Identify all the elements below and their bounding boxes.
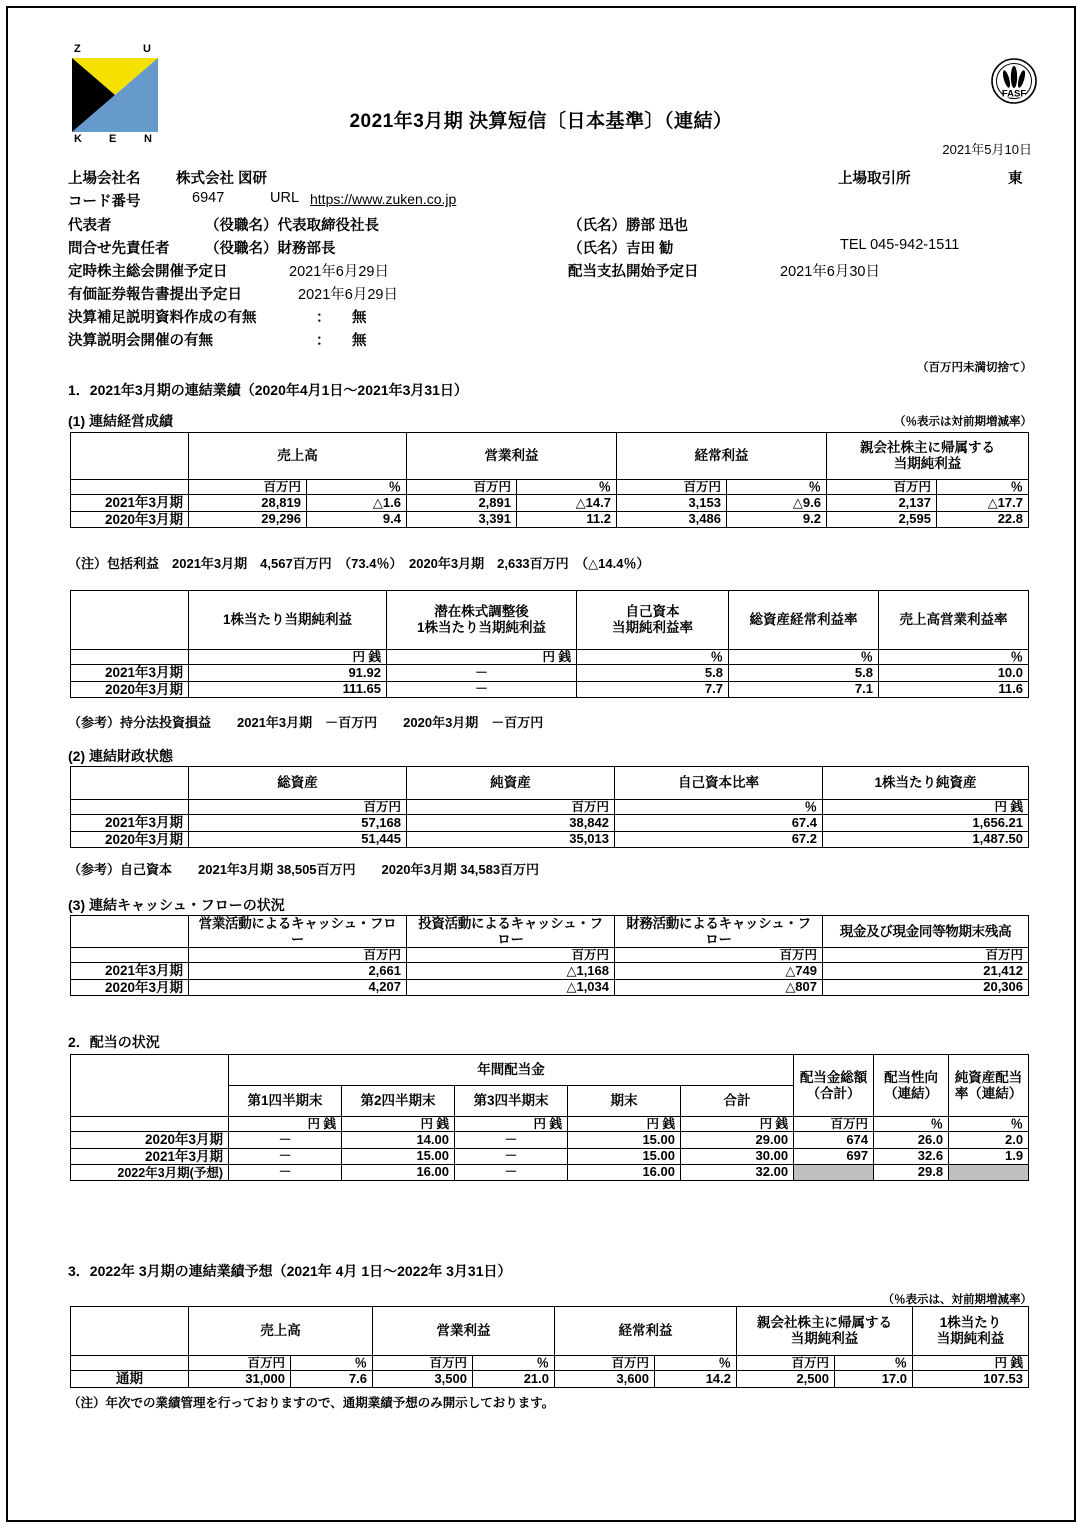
row-label-full-year: 通期 <box>71 1371 189 1388</box>
cell-op-pct-2021: △14.7 <box>517 495 617 512</box>
col-year-end: 期末 <box>568 1086 681 1117</box>
cell-q2-2022: 16.00 <box>342 1165 455 1181</box>
cell-roe-2021: 5.8 <box>577 665 729 682</box>
table-header-row <box>71 1055 1029 1086</box>
col-q2-end: 第2四半期末 <box>342 1086 455 1117</box>
rounding-note: （百万円未満切捨て） <box>917 362 1032 374</box>
unit-eps: 円 銭 <box>913 1356 1029 1371</box>
row-label-fy2021: 2021年3月期 <box>71 815 189 832</box>
col-diluted-eps: 潜在株式調整後 1株当たり当期純利益 <box>387 591 577 650</box>
cell-forecast-sales: 31,000 <box>189 1371 291 1388</box>
table-row <box>71 831 1029 848</box>
unit-row-label <box>71 480 189 495</box>
table-row <box>71 681 1029 698</box>
col-roe: 自己資本 当期純利益率 <box>577 591 729 650</box>
cell-roa-2021: 5.8 <box>729 665 879 682</box>
cell-yearend-2021: 15.00 <box>568 1148 681 1165</box>
cell-payout-2020: 26.0 <box>874 1132 949 1149</box>
securities-report-date: 2021年6月29日 <box>298 287 398 303</box>
cell-bps-2020: 1,487.50 <box>823 831 1029 848</box>
briefing-sep: ： <box>316 333 331 349</box>
col-operating-income: 営業利益 <box>373 1307 555 1356</box>
unit-op-pct: ％ <box>517 480 617 495</box>
col-total-assets: 総資産 <box>189 767 407 800</box>
cell-investing-cf-2021: △1,168 <box>407 963 615 980</box>
col-q3-end: 第3四半期末 <box>455 1086 568 1117</box>
table-header-row <box>71 591 1029 650</box>
supplement-material-label: 決算補足説明資料作成の有無 <box>68 310 257 326</box>
col-operating-margin: 売上高営業利益率 <box>879 591 1029 650</box>
unit-payout-ratio: ％ <box>874 1117 949 1132</box>
briefing-label: 決算説明会開催の有無 <box>68 333 213 349</box>
section1-sub1-title: (1) 連結経営成績 <box>68 413 173 429</box>
shareholder-meeting-label: 定時株主総会開催予定日 <box>68 264 228 280</box>
unit-bps: 円 銭 <box>823 800 1029 815</box>
unit-row-label <box>71 1117 229 1132</box>
cell-total-assets-2021: 57,168 <box>189 815 407 832</box>
unit-row-label <box>71 650 189 665</box>
row-label-fy2020: 2020年3月期 <box>71 681 189 698</box>
unit-equity-ratio: ％ <box>615 800 823 815</box>
col-financing-cf: 財務活動によるキャッシュ・フロー <box>615 916 823 948</box>
unit-op-amount: 百万円 <box>407 480 517 495</box>
cell-doe-2020: 2.0 <box>949 1132 1029 1149</box>
cell-operating-cf-2020: 4,207 <box>189 979 407 996</box>
cell-diluted-eps-2021: － <box>387 665 577 682</box>
table-row <box>71 963 1029 980</box>
logo-letter-u: U <box>143 43 151 55</box>
row-label-fy2020: 2020年3月期 <box>71 979 189 996</box>
col-investing-cf: 投資活動によるキャッシュ・フロー <box>407 916 615 948</box>
unit-ord-amount: 百万円 <box>555 1356 655 1371</box>
cell-financing-cf-2021: △749 <box>615 963 823 980</box>
section3-footnote: （注）年次での業績管理を行っておりますので、通期業績予想のみ開示しております。 <box>68 1396 555 1410</box>
svg-text:FASF: FASF <box>1001 88 1027 100</box>
document-page <box>6 6 1076 1522</box>
cell-diluted-eps-2020: － <box>387 681 577 698</box>
cell-sales-pct-2020: 9.4 <box>307 511 407 528</box>
table-unit-row <box>71 800 1029 815</box>
section1-title: 1．2021年3月期の連結業績（2020年4月1日～2021年3月31日） <box>68 382 468 398</box>
fasf-seal-icon <box>988 54 1040 110</box>
row-label-fy2020: 2020年3月期 <box>71 511 189 528</box>
unit-total-dividends: 百万円 <box>794 1117 874 1132</box>
cell-doe-2021: 1.9 <box>949 1148 1029 1165</box>
section2-title: 2．配当の状況 <box>68 1034 160 1050</box>
cell-doe-2022 <box>949 1165 1029 1181</box>
row-label-fy2021: 2021年3月期 <box>71 1148 229 1165</box>
col-total: 合計 <box>681 1086 794 1117</box>
cell-bps-2021: 1,656.21 <box>823 815 1029 832</box>
table-row <box>71 815 1029 832</box>
corner-cell <box>71 1307 189 1356</box>
table-unit-row <box>71 1356 1029 1371</box>
unit-op-amount: 百万円 <box>373 1356 473 1371</box>
cell-forecast-op-pct: 21.0 <box>473 1371 555 1388</box>
col-eps: 1株当たり当期純利益 <box>189 591 387 650</box>
cell-opmargin-2020: 11.6 <box>879 681 1029 698</box>
cell-payout-2022: 29.8 <box>874 1165 949 1181</box>
col-eps: 1株当たり 当期純利益 <box>913 1307 1029 1356</box>
row-label-fy2021: 2021年3月期 <box>71 665 189 682</box>
section1-sub3-title: (3) 連結キャッシュ・フローの状況 <box>68 897 285 913</box>
col-payout-ratio: 配当性向 （連結） <box>874 1055 949 1117</box>
cell-total-assets-2020: 51,445 <box>189 831 407 848</box>
cell-equity-ratio-2021: 67.4 <box>615 815 823 832</box>
table-dividends <box>70 1054 1029 1181</box>
unit-ord-amount: 百万円 <box>617 480 727 495</box>
unit-cash-equivalents: 百万円 <box>823 948 1029 963</box>
cell-cash-2020: 20,306 <box>823 979 1029 996</box>
table-unit-row <box>71 480 1029 495</box>
zuken-logo <box>60 42 172 150</box>
cell-financing-cf-2020: △807 <box>615 979 823 996</box>
corner-cell <box>71 767 189 800</box>
corner-cell <box>71 591 189 650</box>
cell-sales-pct-2021: △1.6 <box>307 495 407 512</box>
unit-net-assets: 百万円 <box>407 800 615 815</box>
cell-ord-2021: 3,153 <box>617 495 727 512</box>
securities-report-label: 有価証券報告書提出予定日 <box>68 287 242 303</box>
table-header-row <box>71 916 1029 948</box>
company-name-value: 株式会社 図研 <box>176 171 268 187</box>
cell-q3-2022: － <box>455 1165 568 1181</box>
unit-ord-pct: ％ <box>655 1356 737 1371</box>
cell-ord-2020: 3,486 <box>617 511 727 528</box>
cell-net-2021: 2,137 <box>827 495 937 512</box>
supplement-material-value: 無 <box>352 310 367 326</box>
col-cash-equivalents: 現金及び現金同等物期末残高 <box>823 916 1029 948</box>
shareholder-meeting-date: 2021年6月29日 <box>289 264 389 280</box>
corner-cell <box>71 1055 229 1117</box>
representative-name: （氏名）勝部 迅也 <box>568 218 689 234</box>
cell-total-div-2020: 674 <box>794 1132 874 1149</box>
unit-financing-cf: 百万円 <box>615 948 823 963</box>
table-financial-position <box>70 766 1029 848</box>
cell-cash-2021: 21,412 <box>823 963 1029 980</box>
cell-forecast-ord-pct: 14.2 <box>655 1371 737 1388</box>
unit-ord-pct: ％ <box>727 480 827 495</box>
unit-row-label <box>71 948 189 963</box>
cell-forecast-sales-pct: 7.6 <box>291 1371 373 1388</box>
section3-title: 3．2022年 3月期の連結業績予想（2021年 4月 1日～2022年 3月31日） <box>68 1263 512 1279</box>
representative-title: （役職名）代表取締役社長 <box>205 218 379 234</box>
row-label-fy2022-forecast: 2022年3月期(予想) <box>71 1165 229 1181</box>
cell-roa-2020: 7.1 <box>729 681 879 698</box>
cell-operating-cf-2021: 2,661 <box>189 963 407 980</box>
cell-sales-2020: 29,296 <box>189 511 307 528</box>
cell-q3-2020: － <box>455 1132 568 1149</box>
unit-doe: ％ <box>949 1117 1029 1132</box>
unit-total: 円 銭 <box>681 1117 794 1132</box>
cell-investing-cf-2020: △1,034 <box>407 979 615 996</box>
contact-name: （氏名）吉田 勧 <box>568 241 674 257</box>
unit-sales-amount: 百万円 <box>189 1356 291 1371</box>
table-row <box>71 1371 1029 1388</box>
cell-net-assets-2021: 38,842 <box>407 815 615 832</box>
col-net-sales: 売上高 <box>189 1307 373 1356</box>
unit-net-amount: 百万円 <box>827 480 937 495</box>
cell-q2-2021: 15.00 <box>342 1148 455 1165</box>
table-unit-row <box>71 650 1029 665</box>
table-row <box>71 665 1029 682</box>
section3-note: （％表示は、対前期増減率） <box>882 1294 1032 1306</box>
table-row <box>71 1148 1029 1165</box>
unit-sales-amount: 百万円 <box>189 480 307 495</box>
section1-sub2-title: (2) 連結財政状態 <box>68 748 173 764</box>
cell-total-div-2022 <box>794 1165 874 1181</box>
cell-sales-2021: 28,819 <box>189 495 307 512</box>
cell-forecast-net-pct: 17.0 <box>835 1371 913 1388</box>
url-label: URL <box>270 190 300 206</box>
representative-label: 代表者 <box>68 218 112 234</box>
unit-q3: 円 銭 <box>455 1117 568 1132</box>
row-label-fy2021: 2021年3月期 <box>71 963 189 980</box>
unit-row-label <box>71 800 189 815</box>
release-date: 2021年5月10日 <box>942 142 1032 157</box>
cell-forecast-ord: 3,600 <box>555 1371 655 1388</box>
logo-letter-n: N <box>144 133 152 145</box>
equity-capital-note: （参考）自己資本 2021年3月期 38,505百万円 2020年3月期 34,583百万円 <box>68 862 540 877</box>
col-bps: 1株当たり純資産 <box>823 767 1029 800</box>
col-net-income-parent: 親会社株主に帰属する 当期純利益 <box>827 433 1029 480</box>
cell-q3-2021: － <box>455 1148 568 1165</box>
table-forecast <box>70 1306 1029 1388</box>
cell-yearend-2022: 16.00 <box>568 1165 681 1181</box>
supplement-material-sep: ： <box>316 310 331 326</box>
document-title: 2021年3月期 決算短信〔日本基準〕（連結） <box>349 111 733 132</box>
exchange-label: 上場取引所 <box>838 171 911 187</box>
col-operating-income: 営業利益 <box>407 433 617 480</box>
table-header-row <box>71 767 1029 800</box>
unit-row-label <box>71 1356 189 1371</box>
cell-op-2021: 2,891 <box>407 495 517 512</box>
code-value: 6947 <box>192 190 225 206</box>
unit-sales-pct: ％ <box>291 1356 373 1371</box>
briefing-value: 無 <box>352 333 367 349</box>
code-label: コード番号 <box>68 194 141 210</box>
cell-payout-2021: 32.6 <box>874 1148 949 1165</box>
table-per-share-indicators <box>70 590 1029 698</box>
cell-ord-pct-2020: 9.2 <box>727 511 827 528</box>
unit-net-pct: ％ <box>835 1356 913 1371</box>
cell-eps-2020: 111.65 <box>189 681 387 698</box>
cell-op-2020: 3,391 <box>407 511 517 528</box>
cell-net-pct-2021: △17.7 <box>937 495 1029 512</box>
comprehensive-income-note: （注）包括利益 2021年3月期 4,567百万円 （73.4％） 2020年3月期 2,633百万円 （△14.4％） <box>68 556 650 571</box>
cell-forecast-net: 2,500 <box>737 1371 835 1388</box>
cell-ord-pct-2021: △9.6 <box>727 495 827 512</box>
unit-roa: ％ <box>729 650 879 665</box>
table-row <box>71 511 1029 528</box>
col-net-income-parent: 親会社株主に帰属する 当期純利益 <box>737 1307 913 1356</box>
unit-investing-cf: 百万円 <box>407 948 615 963</box>
col-total-dividends: 配当金総額 （合計） <box>794 1055 874 1117</box>
table-row <box>71 1132 1029 1149</box>
cell-q1-2020: － <box>229 1132 342 1149</box>
cell-net-assets-2020: 35,013 <box>407 831 615 848</box>
cell-roe-2020: 7.7 <box>577 681 729 698</box>
row-label-fy2020: 2020年3月期 <box>71 1132 229 1149</box>
cell-forecast-eps: 107.53 <box>913 1371 1029 1388</box>
col-ordinary-income: 経常利益 <box>617 433 827 480</box>
unit-q1: 円 銭 <box>229 1117 342 1132</box>
equity-method-note: （参考）持分法投資損益 2021年3月期 －百万円 2020年3月期 －百万円 <box>68 715 544 730</box>
col-net-assets: 純資産 <box>407 767 615 800</box>
cell-total-2020: 29.00 <box>681 1132 794 1149</box>
cell-q2-2020: 14.00 <box>342 1132 455 1149</box>
table-consolidated-results <box>70 432 1029 528</box>
company-url-link[interactable]: https://www.zuken.co.jp <box>310 191 457 207</box>
unit-q2: 円 銭 <box>342 1117 455 1132</box>
unit-roe: ％ <box>577 650 729 665</box>
cell-total-2021: 30.00 <box>681 1148 794 1165</box>
company-name-label: 上場会社名 <box>68 171 141 187</box>
cell-op-pct-2020: 11.2 <box>517 511 617 528</box>
cell-equity-ratio-2020: 67.2 <box>615 831 823 848</box>
contact-title: （役職名）財務部長 <box>205 241 336 257</box>
unit-year-end: 円 銭 <box>568 1117 681 1132</box>
contact-label: 問合せ先責任者 <box>68 241 170 257</box>
unit-op-pct: ％ <box>473 1356 555 1371</box>
cell-total-2022: 32.00 <box>681 1165 794 1181</box>
unit-total-assets: 百万円 <box>189 800 407 815</box>
table-unit-row <box>71 948 1029 963</box>
col-dividend-on-equity: 純資産配当 率（連結） <box>949 1055 1029 1117</box>
dividend-payment-label: 配当支払開始予定日 <box>568 264 699 280</box>
col-group-annual-dividend: 年間配当金 <box>229 1055 794 1086</box>
row-label-fy2020: 2020年3月期 <box>71 831 189 848</box>
col-roa: 総資産経常利益率 <box>729 591 879 650</box>
cell-q1-2021: － <box>229 1148 342 1165</box>
dividend-payment-date: 2021年6月30日 <box>780 264 880 280</box>
unit-net-amount: 百万円 <box>737 1356 835 1371</box>
unit-sales-pct: ％ <box>307 480 407 495</box>
cell-total-div-2021: 697 <box>794 1148 874 1165</box>
col-equity-ratio: 自己資本比率 <box>615 767 823 800</box>
table-unit-row <box>71 1117 1029 1132</box>
col-net-sales: 売上高 <box>189 433 407 480</box>
contact-tel: TEL 045-942-1511 <box>840 237 960 253</box>
cell-eps-2021: 91.92 <box>189 665 387 682</box>
unit-diluted-eps: 円 銭 <box>387 650 577 665</box>
logo-letter-z: Z <box>74 43 81 55</box>
logo-letter-e: E <box>109 133 117 145</box>
unit-operating-cf: 百万円 <box>189 948 407 963</box>
col-ordinary-income: 経常利益 <box>555 1307 737 1356</box>
section1-sub1-note: （％表示は対前期増減率） <box>894 416 1032 428</box>
logo-letter-k: K <box>74 133 82 145</box>
cell-opmargin-2021: 10.0 <box>879 665 1029 682</box>
table-header-row <box>71 1307 1029 1356</box>
table-cash-flow <box>70 915 1029 996</box>
cell-net-pct-2020: 22.8 <box>937 511 1029 528</box>
exchange-value: 東 <box>1008 171 1023 187</box>
corner-cell <box>71 916 189 948</box>
cell-net-2020: 2,595 <box>827 511 937 528</box>
cell-forecast-op: 3,500 <box>373 1371 473 1388</box>
col-q1-end: 第1四半期末 <box>229 1086 342 1117</box>
row-label-fy2021: 2021年3月期 <box>71 495 189 512</box>
table-row-forecast <box>71 1165 1029 1181</box>
table-row <box>71 495 1029 512</box>
unit-op-margin: ％ <box>879 650 1029 665</box>
cell-q1-2022: － <box>229 1165 342 1181</box>
cell-yearend-2020: 15.00 <box>568 1132 681 1149</box>
col-operating-cf: 営業活動によるキャッシュ・フロー <box>189 916 407 948</box>
unit-net-pct: ％ <box>937 480 1029 495</box>
corner-cell <box>71 433 189 480</box>
unit-eps: 円 銭 <box>189 650 387 665</box>
table-row <box>71 979 1029 996</box>
